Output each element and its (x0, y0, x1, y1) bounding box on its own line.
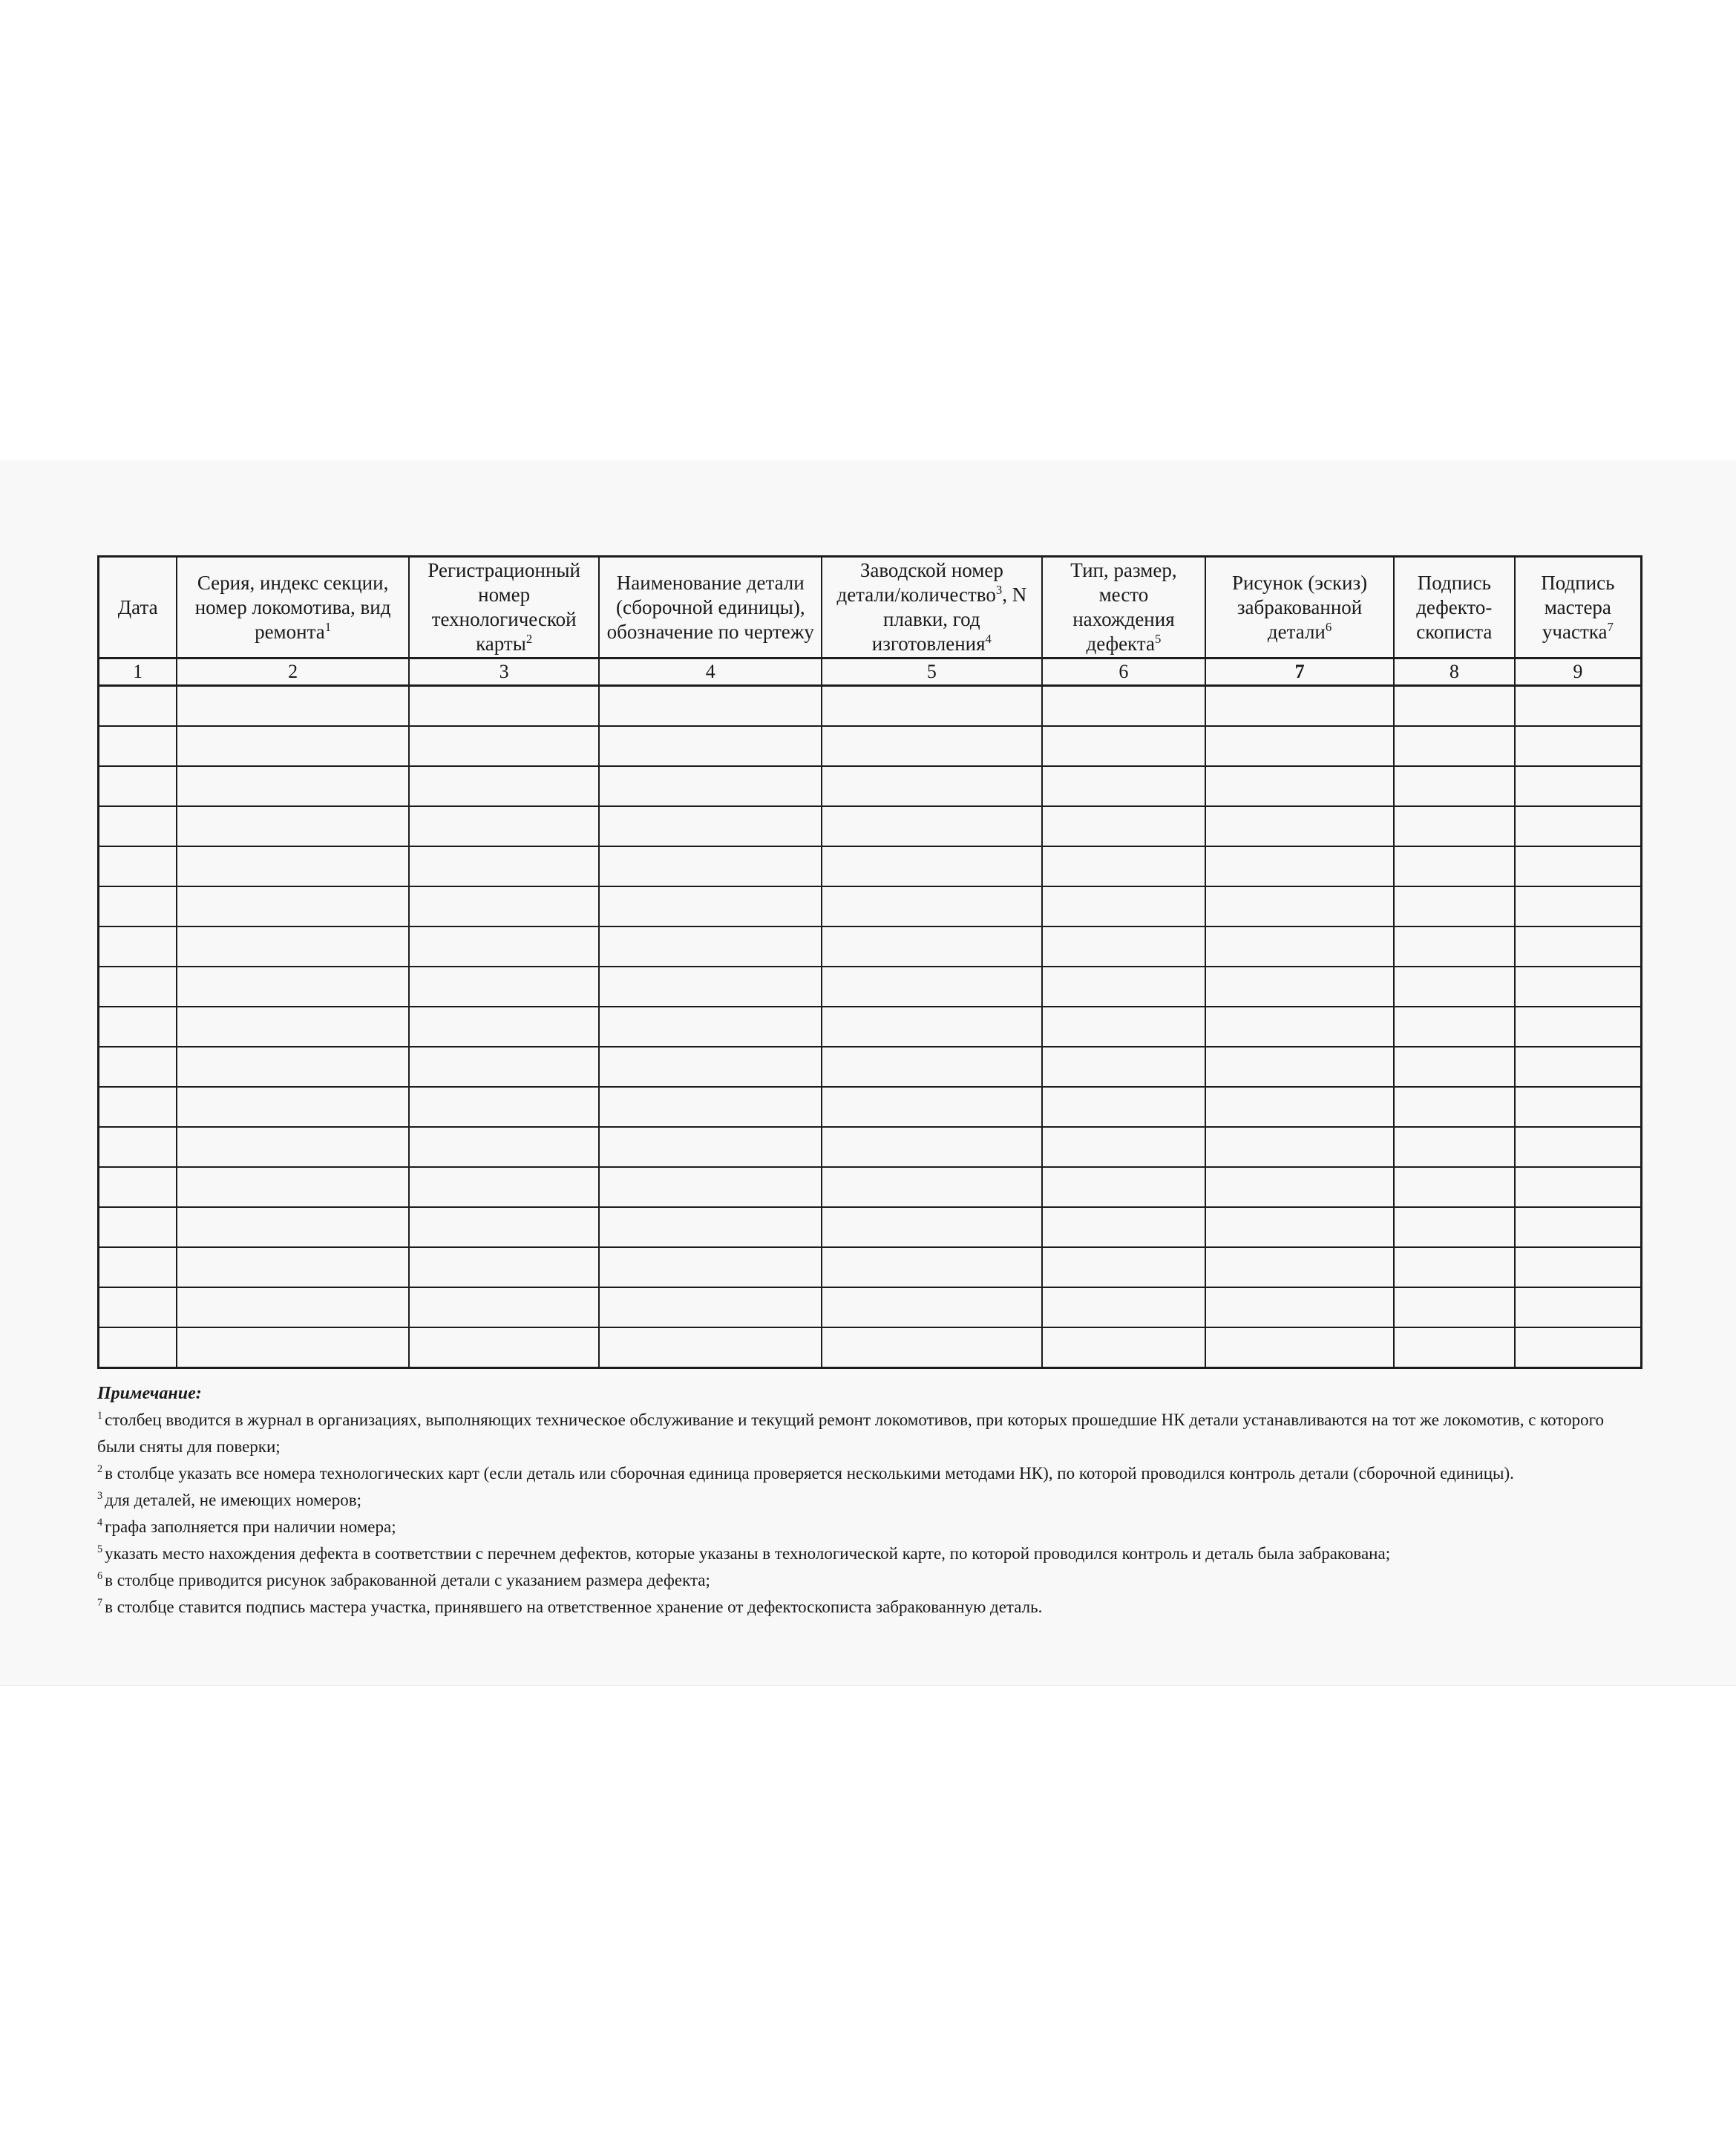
empty-cell (409, 1247, 600, 1287)
empty-cell (822, 766, 1042, 806)
empty-cell (177, 1327, 409, 1368)
empty-cell (599, 1327, 822, 1368)
empty-cell (599, 926, 822, 967)
empty-cell (409, 1047, 600, 1087)
empty-cell (822, 1207, 1042, 1247)
empty-cell (599, 1127, 822, 1167)
empty-cell (1205, 967, 1394, 1007)
empty-cell (1515, 886, 1642, 926)
empty-cell (99, 846, 177, 886)
empty-cell (1042, 846, 1206, 886)
empty-cell (1042, 1247, 1206, 1287)
column-number: 3 (409, 658, 600, 686)
empty-cell (99, 686, 177, 727)
empty-cell (822, 926, 1042, 967)
empty-cell (99, 726, 177, 766)
empty-cell (1394, 1167, 1515, 1207)
empty-cell (409, 1007, 600, 1047)
empty-cell (822, 1167, 1042, 1207)
empty-cell (822, 1007, 1042, 1047)
empty-cell (1515, 1327, 1642, 1368)
empty-cell (822, 1087, 1042, 1127)
notes-section (97, 1380, 1642, 1621)
column-number: 5 (822, 658, 1042, 686)
empty-cell (177, 1007, 409, 1047)
empty-cell (1205, 1087, 1394, 1127)
empty-cell (822, 1127, 1042, 1167)
empty-cell (1394, 806, 1515, 846)
table-row (99, 726, 1642, 766)
column-header: Заводской номер детали/количество$^3$, N плавки, год изготовления$^4$ (822, 557, 1042, 658)
empty-cell (409, 686, 600, 727)
empty-cell (409, 1167, 600, 1207)
column-header: Подпись дефекто-скописта (1394, 557, 1515, 658)
table-row (99, 926, 1642, 967)
empty-cell (599, 1087, 822, 1127)
empty-cell (599, 1247, 822, 1287)
empty-cell (599, 806, 822, 846)
column-number: 2 (177, 658, 409, 686)
empty-cell (599, 1207, 822, 1247)
empty-cell (99, 1207, 177, 1247)
empty-cell (99, 1047, 177, 1087)
defectoscopy-journal-table (97, 555, 1642, 1369)
empty-cell (822, 1247, 1042, 1287)
empty-cell (177, 806, 409, 846)
empty-cell (1042, 926, 1206, 967)
column-number: 8 (1394, 658, 1515, 686)
empty-cell (1394, 846, 1515, 886)
empty-cell (99, 926, 177, 967)
column-number: 4 (599, 658, 822, 686)
empty-cell (99, 967, 177, 1007)
empty-cell (1515, 926, 1642, 967)
column-number-row (99, 658, 1642, 686)
empty-cell (1394, 886, 1515, 926)
empty-cell (99, 1327, 177, 1368)
table-row (99, 846, 1642, 886)
empty-cell (1205, 926, 1394, 967)
empty-cell (1394, 1207, 1515, 1247)
empty-cell (409, 1087, 600, 1127)
empty-cell (1205, 1327, 1394, 1368)
empty-cell (1394, 1287, 1515, 1327)
empty-cell (1515, 1127, 1642, 1167)
empty-cell (409, 1327, 600, 1368)
column-header: Наименование детали (сборочной единицы), обозначение по чертежу (599, 557, 822, 658)
empty-cell (1205, 1247, 1394, 1287)
empty-cell (99, 1007, 177, 1047)
empty-cell (1394, 926, 1515, 967)
notes-heading: Примечание: (97, 1384, 202, 1403)
empty-cell (99, 1127, 177, 1167)
empty-cell (99, 1087, 177, 1127)
empty-cell (177, 1207, 409, 1247)
column-number: 9 (1515, 658, 1642, 686)
table-row (99, 1047, 1642, 1087)
empty-cell (1205, 1207, 1394, 1247)
empty-cell (1205, 726, 1394, 766)
footnote-list (97, 1407, 1642, 1621)
empty-cell (822, 686, 1042, 727)
empty-cell (177, 1087, 409, 1127)
column-header: Рисунок (эскиз) забракованной детали$^6$ (1205, 557, 1394, 658)
empty-cell (99, 766, 177, 806)
empty-cell (1042, 1127, 1206, 1167)
empty-cell (599, 1047, 822, 1087)
empty-cell (599, 1007, 822, 1047)
table-row (99, 1327, 1642, 1368)
table-row (99, 1127, 1642, 1167)
empty-cell (822, 1327, 1042, 1368)
empty-cell (1394, 967, 1515, 1007)
empty-cell (409, 846, 600, 886)
empty-cell (1515, 1007, 1642, 1047)
table-row (99, 806, 1642, 846)
empty-cell (177, 1167, 409, 1207)
empty-cell (599, 1167, 822, 1207)
column-number: 7 (1205, 658, 1394, 686)
empty-cell (822, 806, 1042, 846)
table-row (99, 967, 1642, 1007)
empty-cell (177, 967, 409, 1007)
empty-cell (1205, 846, 1394, 886)
empty-cell (1205, 886, 1394, 926)
empty-cell (1042, 1327, 1206, 1368)
empty-cell (1205, 1167, 1394, 1207)
empty-cell (1515, 1287, 1642, 1327)
empty-cell (1394, 1127, 1515, 1167)
column-header: Дата (99, 557, 177, 658)
empty-cell (99, 886, 177, 926)
empty-cell (177, 1247, 409, 1287)
empty-cell (1394, 1047, 1515, 1087)
empty-cell (1515, 686, 1642, 727)
table-header-row (99, 557, 1642, 658)
empty-cell (1205, 766, 1394, 806)
empty-cell (1515, 1087, 1642, 1127)
empty-cell (1205, 1127, 1394, 1167)
empty-cell (1205, 1007, 1394, 1047)
table-row (99, 1207, 1642, 1247)
footnote: $^3$ для деталей, не имеющих номеров; (97, 1490, 361, 1509)
footnote: $^2$ в столбце указать все номера технологических карт (если деталь или сборочная единица проверяется несколькими методами НК), по которой проводился контроль детали (сборочной единицы). (97, 1463, 1514, 1483)
empty-cell (409, 806, 600, 846)
empty-cell (599, 766, 822, 806)
empty-cell (1515, 1207, 1642, 1247)
empty-cell (1042, 1087, 1206, 1127)
table-row (99, 766, 1642, 806)
column-header: Подпись мастера участка$^7$ (1515, 557, 1642, 658)
empty-cell (1515, 1047, 1642, 1087)
table-row (99, 1167, 1642, 1207)
empty-cell (1515, 806, 1642, 846)
empty-cell (1394, 1007, 1515, 1047)
empty-cell (822, 1047, 1042, 1087)
empty-cell (1394, 766, 1515, 806)
empty-cell (1515, 726, 1642, 766)
empty-cell (409, 1127, 600, 1167)
column-number: 1 (99, 658, 177, 686)
footnote: $^5$ указать место нахождения дефекта в соответствии с перечнем дефектов, которые указаны в технологической карте, по которой проводился контроль и деталь была забракована; (97, 1543, 1391, 1563)
empty-cell (1515, 766, 1642, 806)
empty-cell (1515, 1247, 1642, 1287)
empty-cell (822, 967, 1042, 1007)
empty-cell (1042, 806, 1206, 846)
empty-cell (409, 926, 600, 967)
empty-cell (822, 886, 1042, 926)
footnote: $^4$ графа заполняется при наличии номера; (97, 1517, 396, 1536)
empty-cell (409, 886, 600, 926)
empty-cell (1515, 1167, 1642, 1207)
footnote: $^7$ в столбце ставится подпись мастера участка, принявшего на ответственное хранение от дефектоскописта забракованную деталь. (97, 1597, 1043, 1616)
empty-cell (409, 1207, 600, 1247)
empty-cell (1515, 846, 1642, 886)
empty-cell (1394, 1247, 1515, 1287)
empty-cell (822, 1287, 1042, 1327)
empty-cell (822, 726, 1042, 766)
empty-cell (1042, 1167, 1206, 1207)
empty-cell (177, 846, 409, 886)
empty-cell (99, 1167, 177, 1207)
empty-cell (409, 766, 600, 806)
empty-cell (177, 1287, 409, 1327)
empty-cell (177, 926, 409, 967)
empty-cell (1042, 1207, 1206, 1247)
empty-cell (1042, 1047, 1206, 1087)
table-row (99, 1247, 1642, 1287)
column-number: 6 (1042, 658, 1206, 686)
empty-cell (409, 726, 600, 766)
empty-cell (177, 1047, 409, 1087)
empty-cell (1394, 1087, 1515, 1127)
table-row (99, 1287, 1642, 1327)
empty-cell (99, 1287, 177, 1327)
empty-cell (599, 886, 822, 926)
footnote: $^1$ столбец вводится в журнал в организациях, выполняющих техническое обслуживание и текущий ремонт локомотивов, при которых прошедшие НК детали устанавливаются на тот же локомотив, с которого были сняты для поверки; (97, 1410, 1604, 1456)
empty-cell (1205, 1287, 1394, 1327)
empty-cell (1042, 1007, 1206, 1047)
empty-cell (822, 846, 1042, 886)
table-row (99, 886, 1642, 926)
empty-cell (1042, 726, 1206, 766)
empty-cell (1042, 1287, 1206, 1327)
journal-form (97, 555, 1642, 1621)
table-row (99, 1007, 1642, 1047)
table-row (99, 1087, 1642, 1127)
empty-cell (409, 967, 600, 1007)
empty-cell (1042, 967, 1206, 1007)
empty-cell (1515, 967, 1642, 1007)
column-header: Тип, размер, место нахождения дефекта$^5$ (1042, 557, 1206, 658)
empty-cell (1042, 886, 1206, 926)
footnote: $^6$ в столбце приводится рисунок забракованной детали с указанием размера дефекта; (97, 1570, 710, 1589)
empty-cell (177, 766, 409, 806)
empty-cell (177, 886, 409, 926)
empty-cell (99, 1247, 177, 1287)
column-header: Регистрационный номер технологической карты$^2$ (409, 557, 600, 658)
empty-cell (409, 1287, 600, 1327)
empty-cell (599, 967, 822, 1007)
empty-cell (99, 806, 177, 846)
empty-cell (1042, 766, 1206, 806)
empty-cell (599, 1287, 822, 1327)
empty-cell (1205, 806, 1394, 846)
empty-cell (177, 726, 409, 766)
empty-cell (177, 686, 409, 727)
empty-cell (177, 1127, 409, 1167)
empty-cell (1394, 686, 1515, 727)
empty-cell (1205, 1047, 1394, 1087)
empty-cell (599, 686, 822, 727)
empty-cell (1394, 726, 1515, 766)
table-row (99, 686, 1642, 727)
empty-cell (599, 846, 822, 886)
empty-cell (1205, 686, 1394, 727)
empty-cell (1394, 1327, 1515, 1368)
empty-cell (599, 726, 822, 766)
column-header: Серия, индекс секции, номер локомотива, вид ремонта$^1$ (177, 557, 409, 658)
empty-cell (1042, 686, 1206, 727)
